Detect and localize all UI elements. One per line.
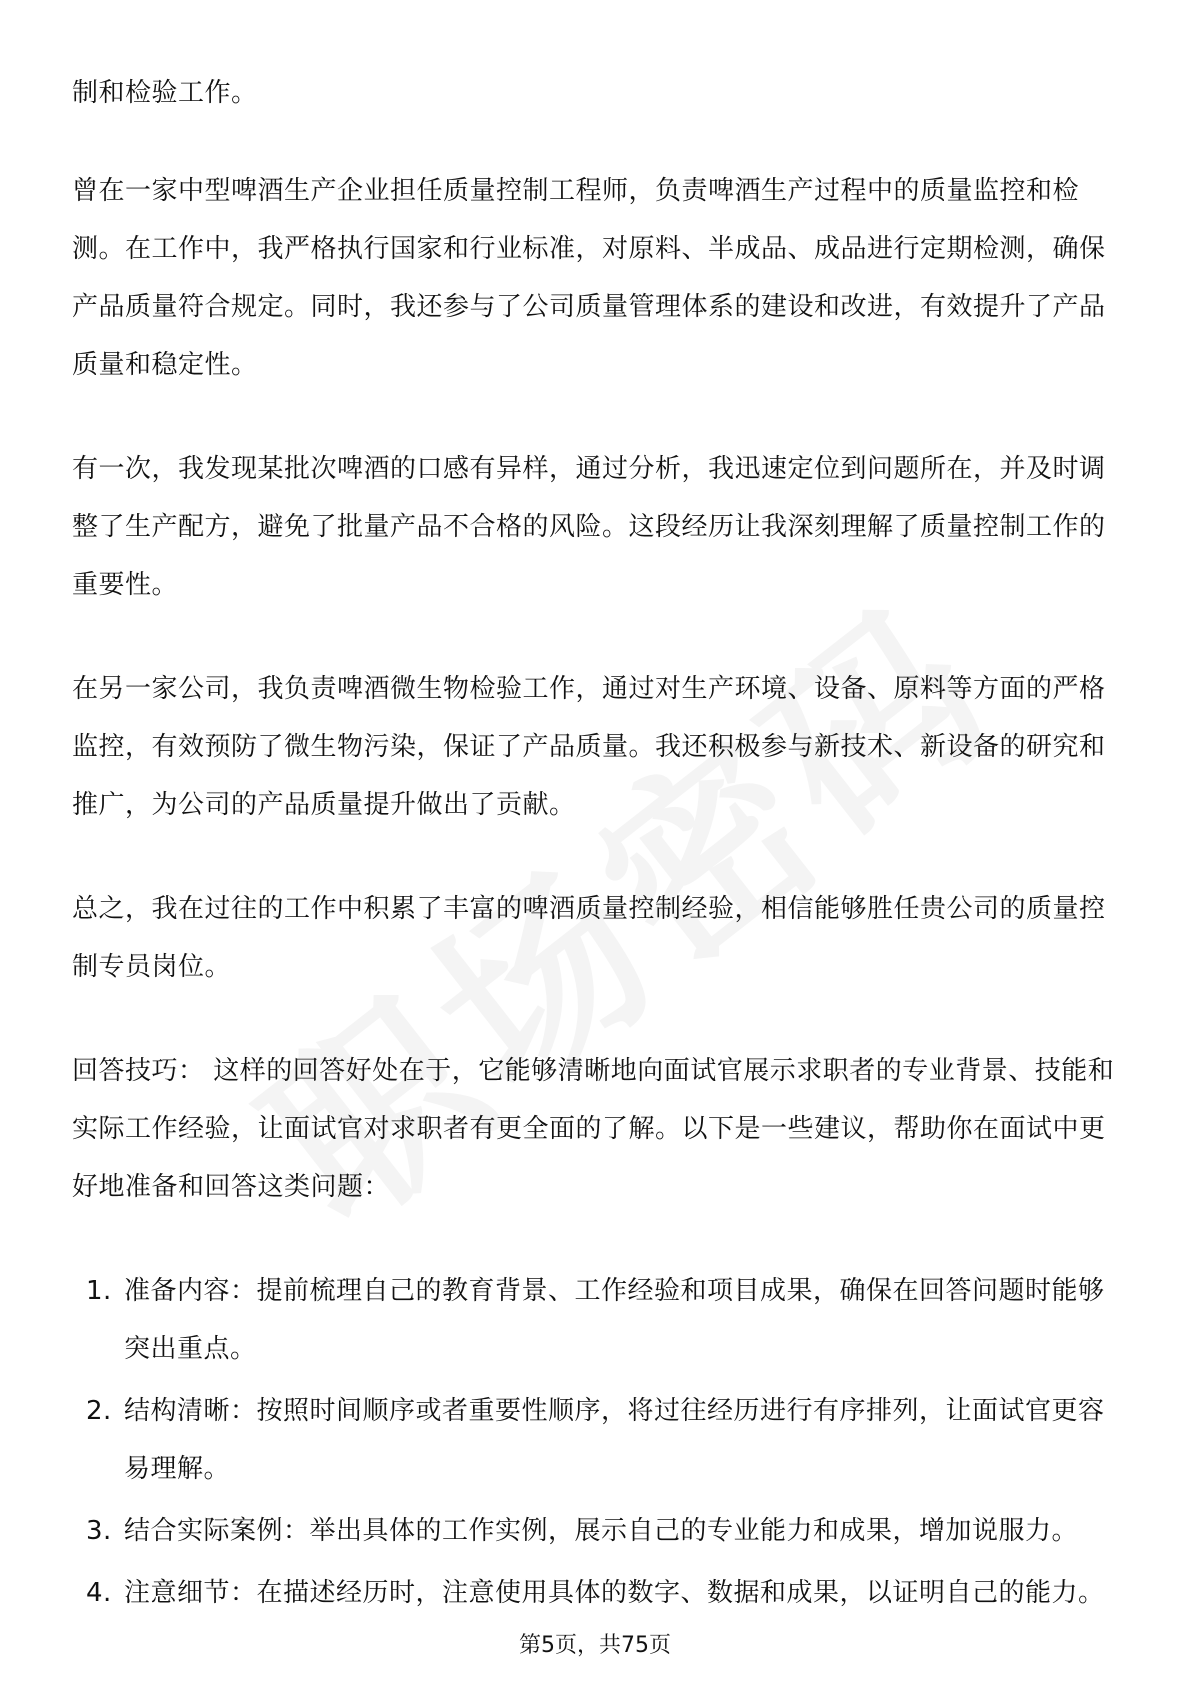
tips-list bbox=[72, 1262, 1118, 1622]
page-number-footer: 第5页，共75页 bbox=[519, 1633, 671, 1658]
paragraph-answer-tips: 回答技巧： 这样的回答好处在于，它能够清晰地向面试官展示求职者的专业背景、技能和实际工作经验，让面试官对求职者有更全面的了解。以下是一些建议，帮助你在面试中更好地准备和回答这类问题： bbox=[72, 1056, 1115, 1202]
list-number: 2. bbox=[86, 1396, 112, 1426]
document-body bbox=[72, 64, 1118, 1626]
list-number: 4. bbox=[86, 1578, 112, 1608]
paragraph-experience: 曾在一家中型啤酒生产企业担任质量控制工程师，负责啤酒生产过程中的质量监控和检测。在工作中，我严格执行国家和行业标准，对原料、半成品、成品进行定期检测，确保产品质量符合规定。同时，我还参与了公司质量管理体系的建设和改进，有效提升了产品质量和稳定性。 bbox=[72, 176, 1106, 380]
list-item-text: 注意细节：在描述经历时，注意使用具体的数字、数据和成果，以证明自己的能力。 bbox=[124, 1578, 1105, 1608]
list-item bbox=[72, 1564, 1118, 1622]
list-number: 3. bbox=[86, 1516, 112, 1546]
list-item-text: 结构清晰：按照时间顺序或者重要性顺序，将过往经历进行有序排列，让面试官更容易理解。 bbox=[124, 1396, 1105, 1484]
list-item bbox=[72, 1382, 1118, 1498]
list-item bbox=[72, 1262, 1118, 1378]
list-number: 1. bbox=[86, 1276, 112, 1306]
paragraph-continuation: 制和检验工作。 bbox=[72, 78, 258, 108]
paragraph-incident: 有一次，我发现某批次啤酒的口感有异样，通过分析，我迅速定位到问题所在，并及时调整了生产配方，避免了批量产品不合格的风险。这段经历让我深刻理解了质量控制工作的重要性。 bbox=[72, 454, 1106, 600]
list-item-text: 准备内容：提前梳理自己的教育背景、工作经验和项目成果，确保在回答问题时能够突出重点。 bbox=[124, 1276, 1105, 1364]
list-item-text: 结合实际案例：举出具体的工作实例，展示自己的专业能力和成果，增加说服力。 bbox=[124, 1516, 1079, 1546]
list-item bbox=[72, 1502, 1118, 1560]
paragraph-microbiology: 在另一家公司，我负责啤酒微生物检验工作，通过对生产环境、设备、原料等方面的严格监控，有效预防了微生物污染，保证了产品质量。我还积极参与新技术、新设备的研究和推广，为公司的产品质量提升做出了贡献。 bbox=[72, 674, 1106, 820]
paragraph-summary: 总之，我在过往的工作中积累了丰富的啤酒质量控制经验，相信能够胜任贵公司的质量控制专员岗位。 bbox=[72, 894, 1106, 982]
